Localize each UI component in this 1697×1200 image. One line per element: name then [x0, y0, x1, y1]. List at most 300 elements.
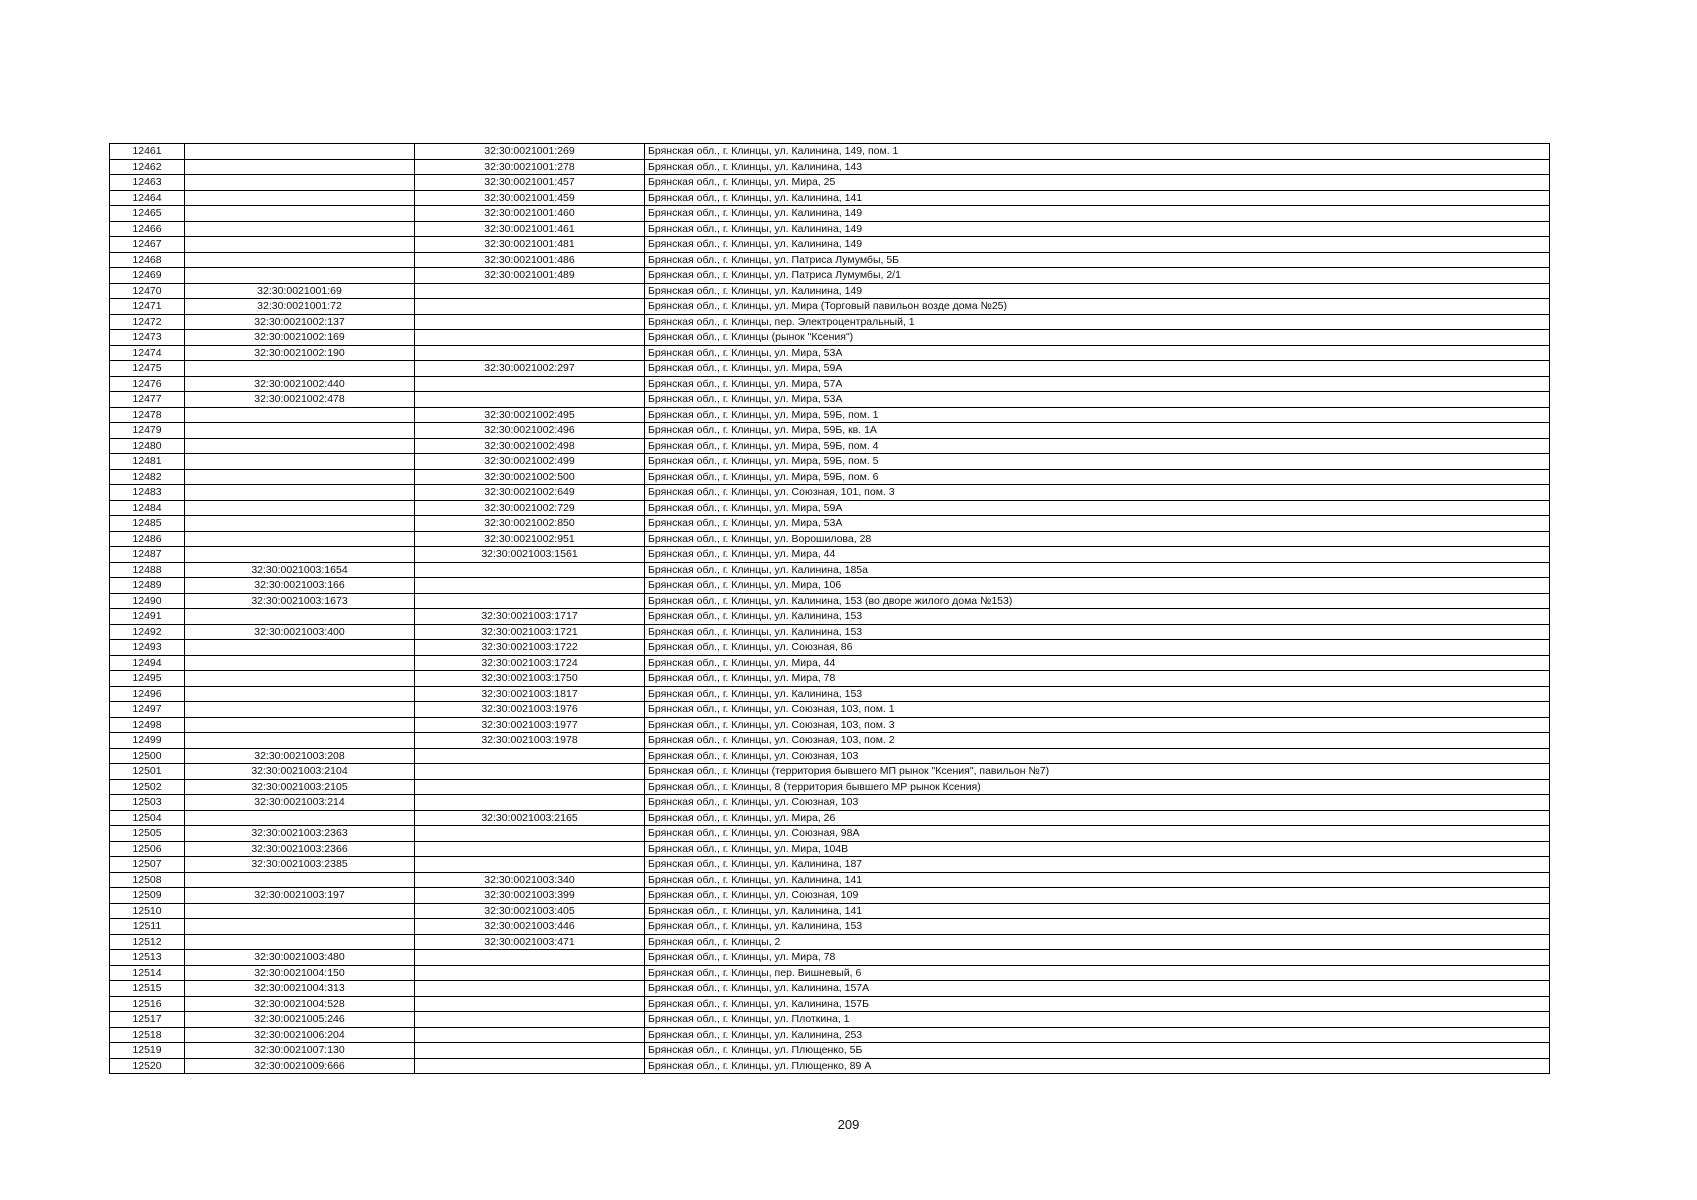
- table-row: [110, 857, 1550, 873]
- page-number: 209: [837, 1117, 860, 1132]
- address-cell: Брянская обл., г. Клинцы, ул. Калинина, 153 (во дворе жилого дома №153): [645, 593, 1550, 609]
- row-number-cell: 12464: [110, 190, 185, 206]
- table-row: [110, 748, 1550, 764]
- object-cadastral-number-cell: [415, 330, 645, 346]
- table-row: [110, 872, 1550, 888]
- object-cadastral-number-cell: 32:30:0021003:1717: [415, 609, 645, 625]
- address-cell: Брянская обл., г. Клинцы, ул. Мира, 59А: [645, 500, 1550, 516]
- table-row: [110, 609, 1550, 625]
- land-cadastral-number-cell: 32:30:0021003:1673: [185, 593, 415, 609]
- table-row: [110, 159, 1550, 175]
- row-number-cell: 12515: [110, 981, 185, 997]
- object-cadastral-number-cell: [415, 562, 645, 578]
- table-row: [110, 624, 1550, 640]
- table-row: [110, 423, 1550, 439]
- land-cadastral-number-cell: 32:30:0021003:2104: [185, 764, 415, 780]
- object-cadastral-number-cell: [415, 1027, 645, 1043]
- row-number-cell: 12497: [110, 702, 185, 718]
- table-row: [110, 903, 1550, 919]
- land-cadastral-number-cell: [185, 221, 415, 237]
- land-cadastral-number-cell: 32:30:0021003:2105: [185, 779, 415, 795]
- table-row: [110, 190, 1550, 206]
- land-cadastral-number-cell: [185, 469, 415, 485]
- table-row: [110, 252, 1550, 268]
- object-cadastral-number-cell: 32:30:0021002:498: [415, 438, 645, 454]
- land-cadastral-number-cell: [185, 702, 415, 718]
- address-cell: Брянская обл., г. Клинцы, ул. Патриса Лумумбы, 5Б: [645, 252, 1550, 268]
- table-row: [110, 485, 1550, 501]
- address-cell: Брянская обл., г. Клинцы, ул. Калинина, 149, пом. 1: [645, 144, 1550, 160]
- land-cadastral-number-cell: 32:30:0021004:528: [185, 996, 415, 1012]
- table-row: [110, 578, 1550, 594]
- address-cell: Брянская обл., г. Клинцы, 8 (территория бывшего МР рынок Ксения): [645, 779, 1550, 795]
- land-cadastral-number-cell: [185, 438, 415, 454]
- address-cell: Брянская обл., г. Клинцы, ул. Мира, 26: [645, 810, 1550, 826]
- object-cadastral-number-cell: 32:30:0021001:457: [415, 175, 645, 191]
- land-cadastral-number-cell: 32:30:0021003:400: [185, 624, 415, 640]
- address-cell: Брянская обл., г. Клинцы, ул. Союзная, 103, пом. 1: [645, 702, 1550, 718]
- object-cadastral-number-cell: 32:30:0021003:1976: [415, 702, 645, 718]
- object-cadastral-number-cell: [415, 1043, 645, 1059]
- table-row: [110, 795, 1550, 811]
- object-cadastral-number-cell: [415, 376, 645, 392]
- address-cell: Брянская обл., г. Клинцы, ул. Калинина, 153: [645, 919, 1550, 935]
- object-cadastral-number-cell: 32:30:0021002:499: [415, 454, 645, 470]
- address-cell: Брянская обл., г. Клинцы, ул. Мира, 57А: [645, 376, 1550, 392]
- land-cadastral-number-cell: 32:30:0021005:246: [185, 1012, 415, 1028]
- table-row: [110, 810, 1550, 826]
- row-number-cell: 12511: [110, 919, 185, 935]
- address-cell: Брянская обл., г. Клинцы, ул. Калинина, 153: [645, 686, 1550, 702]
- land-cadastral-number-cell: [185, 252, 415, 268]
- land-cadastral-number-cell: [185, 903, 415, 919]
- row-number-cell: 12483: [110, 485, 185, 501]
- table-row: [110, 330, 1550, 346]
- row-number-cell: 12495: [110, 671, 185, 687]
- land-cadastral-number-cell: 32:30:0021003:1654: [185, 562, 415, 578]
- object-cadastral-number-cell: 32:30:0021002:495: [415, 407, 645, 423]
- address-cell: Брянская обл., г. Клинцы, ул. Союзная, 86: [645, 640, 1550, 656]
- row-number-cell: 12499: [110, 733, 185, 749]
- address-cell: Брянская обл., г. Клинцы, ул. Союзная, 109: [645, 888, 1550, 904]
- address-cell: Брянская обл., г. Клинцы, ул. Калинина, 141: [645, 190, 1550, 206]
- object-cadastral-number-cell: 32:30:0021001:461: [415, 221, 645, 237]
- address-cell: Брянская обл., г. Клинцы, ул. Мира, 104В: [645, 841, 1550, 857]
- table-row: [110, 392, 1550, 408]
- row-number-cell: 12498: [110, 717, 185, 733]
- land-cadastral-number-cell: [185, 919, 415, 935]
- object-cadastral-number-cell: 32:30:0021001:460: [415, 206, 645, 222]
- table-row: [110, 438, 1550, 454]
- land-cadastral-number-cell: [185, 268, 415, 284]
- row-number-cell: 12492: [110, 624, 185, 640]
- object-cadastral-number-cell: [415, 578, 645, 594]
- table-row: [110, 361, 1550, 377]
- table-row: [110, 500, 1550, 516]
- object-cadastral-number-cell: [415, 299, 645, 315]
- row-number-cell: 12461: [110, 144, 185, 160]
- object-cadastral-number-cell: 32:30:0021002:500: [415, 469, 645, 485]
- address-cell: Брянская обл., г. Клинцы, 2: [645, 934, 1550, 950]
- land-cadastral-number-cell: [185, 733, 415, 749]
- table-row: [110, 221, 1550, 237]
- row-number-cell: 12479: [110, 423, 185, 439]
- land-cadastral-number-cell: [185, 671, 415, 687]
- table-row: [110, 919, 1550, 935]
- address-cell: Брянская обл., г. Клинцы, ул. Мира, 78: [645, 950, 1550, 966]
- address-cell: Брянская обл., г. Клинцы, ул. Калинина, 185а: [645, 562, 1550, 578]
- object-cadastral-number-cell: [415, 345, 645, 361]
- land-cadastral-number-cell: [185, 609, 415, 625]
- table-row: [110, 407, 1550, 423]
- land-cadastral-number-cell: 32:30:0021003:208: [185, 748, 415, 764]
- land-cadastral-number-cell: 32:30:0021001:69: [185, 283, 415, 299]
- object-cadastral-number-cell: 32:30:0021003:1977: [415, 717, 645, 733]
- row-number-cell: 12510: [110, 903, 185, 919]
- land-cadastral-number-cell: 32:30:0021003:480: [185, 950, 415, 966]
- row-number-cell: 12517: [110, 1012, 185, 1028]
- address-cell: Брянская обл., г. Клинцы, ул. Калинина, 153: [645, 624, 1550, 640]
- land-cadastral-number-cell: [185, 934, 415, 950]
- land-cadastral-number-cell: 32:30:0021004:150: [185, 965, 415, 981]
- address-cell: Брянская обл., г. Клинцы, пер. Электроцентральный, 1: [645, 314, 1550, 330]
- object-cadastral-number-cell: 32:30:0021003:446: [415, 919, 645, 935]
- object-cadastral-number-cell: 32:30:0021003:1724: [415, 655, 645, 671]
- address-cell: Брянская обл., г. Клинцы, ул. Калинина, 149: [645, 237, 1550, 253]
- table-row: [110, 469, 1550, 485]
- row-number-cell: 12494: [110, 655, 185, 671]
- land-cadastral-number-cell: 32:30:0021002:478: [185, 392, 415, 408]
- land-cadastral-number-cell: [185, 531, 415, 547]
- land-cadastral-number-cell: [185, 655, 415, 671]
- object-cadastral-number-cell: 32:30:0021002:850: [415, 516, 645, 532]
- row-number-cell: 12471: [110, 299, 185, 315]
- table-row: [110, 206, 1550, 222]
- object-cadastral-number-cell: [415, 392, 645, 408]
- address-cell: Брянская обл., г. Клинцы, ул. Ворошилова, 28: [645, 531, 1550, 547]
- address-cell: Брянская обл., г. Клинцы, ул. Мира, 53А: [645, 516, 1550, 532]
- object-cadastral-number-cell: 32:30:0021001:459: [415, 190, 645, 206]
- address-cell: Брянская обл., г. Клинцы, ул. Патриса Лумумбы, 2/1: [645, 268, 1550, 284]
- row-number-cell: 12500: [110, 748, 185, 764]
- address-cell: Брянская обл., г. Клинцы, ул. Мира, 44: [645, 547, 1550, 563]
- land-cadastral-number-cell: [185, 500, 415, 516]
- address-cell: Брянская обл., г. Клинцы, ул. Плющенко, 5Б: [645, 1043, 1550, 1059]
- address-cell: Брянская обл., г. Клинцы, ул. Мира, 59Б, пом. 5: [645, 454, 1550, 470]
- object-cadastral-number-cell: [415, 593, 645, 609]
- row-number-cell: 12480: [110, 438, 185, 454]
- table-row: [110, 175, 1550, 191]
- row-number-cell: 12505: [110, 826, 185, 842]
- row-number-cell: 12518: [110, 1027, 185, 1043]
- land-cadastral-number-cell: [185, 872, 415, 888]
- land-cadastral-number-cell: 32:30:0021003:2385: [185, 857, 415, 873]
- object-cadastral-number-cell: 32:30:0021002:297: [415, 361, 645, 377]
- land-cadastral-number-cell: [185, 485, 415, 501]
- row-number-cell: 12501: [110, 764, 185, 780]
- address-cell: Брянская обл., г. Клинцы, ул. Союзная, 101, пом. 3: [645, 485, 1550, 501]
- object-cadastral-number-cell: [415, 1012, 645, 1028]
- row-number-cell: 12503: [110, 795, 185, 811]
- table-row: [110, 934, 1550, 950]
- address-cell: Брянская обл., г. Клинцы, ул. Калинина, 187: [645, 857, 1550, 873]
- row-number-cell: 12512: [110, 934, 185, 950]
- table-row: [110, 516, 1550, 532]
- land-cadastral-number-cell: 32:30:0021001:72: [185, 299, 415, 315]
- table-row: [110, 237, 1550, 253]
- land-cadastral-number-cell: 32:30:0021003:2366: [185, 841, 415, 857]
- row-number-cell: 12476: [110, 376, 185, 392]
- address-cell: Брянская обл., г. Клинцы (рынок "Ксения"): [645, 330, 1550, 346]
- row-number-cell: 12474: [110, 345, 185, 361]
- row-number-cell: 12481: [110, 454, 185, 470]
- table-row: [110, 144, 1550, 160]
- address-cell: Брянская обл., г. Клинцы, ул. Мира, 59А: [645, 361, 1550, 377]
- object-cadastral-number-cell: [415, 950, 645, 966]
- address-cell: Брянская обл., г. Клинцы, ул. Союзная, 103, пом. 2: [645, 733, 1550, 749]
- table-row: [110, 686, 1550, 702]
- land-cadastral-number-cell: [185, 361, 415, 377]
- row-number-cell: 12486: [110, 531, 185, 547]
- land-cadastral-number-cell: 32:30:0021002:169: [185, 330, 415, 346]
- table-row: [110, 1058, 1550, 1074]
- address-cell: Брянская обл., г. Клинцы, ул. Калинина, 157А: [645, 981, 1550, 997]
- table-row: [110, 1043, 1550, 1059]
- address-cell: Брянская обл., г. Клинцы, ул. Мира, 59Б, пом. 4: [645, 438, 1550, 454]
- address-cell: Брянская обл., г. Клинцы (территория бывшего МП рынок "Ксения", павильон №7): [645, 764, 1550, 780]
- land-cadastral-number-cell: 32:30:0021007:130: [185, 1043, 415, 1059]
- land-cadastral-number-cell: [185, 190, 415, 206]
- row-number-cell: 12514: [110, 965, 185, 981]
- object-cadastral-number-cell: 32:30:0021001:481: [415, 237, 645, 253]
- table-row: [110, 981, 1550, 997]
- table-row: [110, 841, 1550, 857]
- address-cell: Брянская обл., г. Клинцы, ул. Мира, 53А: [645, 392, 1550, 408]
- object-cadastral-number-cell: 32:30:0021003:2165: [415, 810, 645, 826]
- object-cadastral-number-cell: 32:30:0021003:340: [415, 872, 645, 888]
- row-number-cell: 12467: [110, 237, 185, 253]
- land-cadastral-number-cell: [185, 144, 415, 160]
- land-cadastral-number-cell: 32:30:0021003:2363: [185, 826, 415, 842]
- table-row: [110, 950, 1550, 966]
- land-cadastral-number-cell: [185, 516, 415, 532]
- address-cell: Брянская обл., г. Клинцы, ул. Мира (Торговый павильон возде дома №25): [645, 299, 1550, 315]
- object-cadastral-number-cell: 32:30:0021002:729: [415, 500, 645, 516]
- object-cadastral-number-cell: [415, 841, 645, 857]
- row-number-cell: 12513: [110, 950, 185, 966]
- object-cadastral-number-cell: 32:30:0021001:269: [415, 144, 645, 160]
- address-cell: Брянская обл., г. Клинцы, ул. Калинина, 157Б: [645, 996, 1550, 1012]
- row-number-cell: 12488: [110, 562, 185, 578]
- registry-table: [109, 143, 1550, 1074]
- object-cadastral-number-cell: [415, 1058, 645, 1074]
- table-row: [110, 965, 1550, 981]
- row-number-cell: 12519: [110, 1043, 185, 1059]
- land-cadastral-number-cell: 32:30:0021002:440: [185, 376, 415, 392]
- table-row: [110, 640, 1550, 656]
- land-cadastral-number-cell: [185, 686, 415, 702]
- row-number-cell: 12491: [110, 609, 185, 625]
- address-cell: Брянская обл., г. Клинцы, ул. Мира, 44: [645, 655, 1550, 671]
- address-cell: Брянская обл., г. Клинцы, пер. Вишневый, 6: [645, 965, 1550, 981]
- land-cadastral-number-cell: [185, 640, 415, 656]
- land-cadastral-number-cell: 32:30:0021003:197: [185, 888, 415, 904]
- row-number-cell: 12482: [110, 469, 185, 485]
- object-cadastral-number-cell: 32:30:0021001:486: [415, 252, 645, 268]
- land-cadastral-number-cell: 32:30:0021004:313: [185, 981, 415, 997]
- address-cell: Брянская обл., г. Клинцы, ул. Плющенко, 89 А: [645, 1058, 1550, 1074]
- object-cadastral-number-cell: [415, 748, 645, 764]
- table-row: [110, 314, 1550, 330]
- row-number-cell: 12516: [110, 996, 185, 1012]
- table-row: [110, 454, 1550, 470]
- row-number-cell: 12470: [110, 283, 185, 299]
- address-cell: Брянская обл., г. Клинцы, ул. Мира, 25: [645, 175, 1550, 191]
- table-row: [110, 268, 1550, 284]
- object-cadastral-number-cell: 32:30:0021002:496: [415, 423, 645, 439]
- object-cadastral-number-cell: [415, 826, 645, 842]
- land-cadastral-number-cell: [185, 237, 415, 253]
- address-cell: Брянская обл., г. Клинцы, ул. Союзная, 103, пом. 3: [645, 717, 1550, 733]
- row-number-cell: 12463: [110, 175, 185, 191]
- row-number-cell: 12472: [110, 314, 185, 330]
- table-row: [110, 547, 1550, 563]
- registry-body: [110, 144, 1550, 1074]
- object-cadastral-number-cell: 32:30:0021003:1817: [415, 686, 645, 702]
- object-cadastral-number-cell: 32:30:0021003:1721: [415, 624, 645, 640]
- object-cadastral-number-cell: [415, 779, 645, 795]
- object-cadastral-number-cell: 32:30:0021001:278: [415, 159, 645, 175]
- table-row: [110, 655, 1550, 671]
- land-cadastral-number-cell: [185, 810, 415, 826]
- object-cadastral-number-cell: [415, 965, 645, 981]
- object-cadastral-number-cell: [415, 283, 645, 299]
- table-row: [110, 826, 1550, 842]
- land-cadastral-number-cell: [185, 206, 415, 222]
- address-cell: Брянская обл., г. Клинцы, ул. Мира, 59Б, кв. 1А: [645, 423, 1550, 439]
- address-cell: Брянская обл., г. Клинцы, ул. Калинина, 141: [645, 872, 1550, 888]
- land-cadastral-number-cell: [185, 717, 415, 733]
- table-row: [110, 562, 1550, 578]
- object-cadastral-number-cell: 32:30:0021002:951: [415, 531, 645, 547]
- land-cadastral-number-cell: [185, 159, 415, 175]
- row-number-cell: 12469: [110, 268, 185, 284]
- table-row: [110, 764, 1550, 780]
- object-cadastral-number-cell: 32:30:0021001:489: [415, 268, 645, 284]
- row-number-cell: 12484: [110, 500, 185, 516]
- object-cadastral-number-cell: 32:30:0021003:405: [415, 903, 645, 919]
- row-number-cell: 12520: [110, 1058, 185, 1074]
- table-row: [110, 671, 1550, 687]
- address-cell: Брянская обл., г. Клинцы, ул. Союзная, 103: [645, 748, 1550, 764]
- land-cadastral-number-cell: 32:30:0021003:214: [185, 795, 415, 811]
- row-number-cell: 12465: [110, 206, 185, 222]
- table-row: [110, 345, 1550, 361]
- address-cell: Брянская обл., г. Клинцы, ул. Мира, 59Б, пом. 1: [645, 407, 1550, 423]
- row-number-cell: 12509: [110, 888, 185, 904]
- row-number-cell: 12493: [110, 640, 185, 656]
- table-row: [110, 376, 1550, 392]
- object-cadastral-number-cell: 32:30:0021003:399: [415, 888, 645, 904]
- row-number-cell: 12468: [110, 252, 185, 268]
- land-cadastral-number-cell: 32:30:0021009:666: [185, 1058, 415, 1074]
- row-number-cell: 12466: [110, 221, 185, 237]
- row-number-cell: 12496: [110, 686, 185, 702]
- land-cadastral-number-cell: [185, 175, 415, 191]
- row-number-cell: 12485: [110, 516, 185, 532]
- row-number-cell: 12478: [110, 407, 185, 423]
- object-cadastral-number-cell: [415, 764, 645, 780]
- table-row: [110, 779, 1550, 795]
- land-cadastral-number-cell: 32:30:0021002:190: [185, 345, 415, 361]
- row-number-cell: 12473: [110, 330, 185, 346]
- row-number-cell: 12477: [110, 392, 185, 408]
- table-row: [110, 299, 1550, 315]
- row-number-cell: 12487: [110, 547, 185, 563]
- row-number-cell: 12490: [110, 593, 185, 609]
- object-cadastral-number-cell: [415, 981, 645, 997]
- address-cell: Брянская обл., г. Клинцы, ул. Плоткина, 1: [645, 1012, 1550, 1028]
- land-cadastral-number-cell: [185, 454, 415, 470]
- object-cadastral-number-cell: [415, 795, 645, 811]
- object-cadastral-number-cell: 32:30:0021003:1978: [415, 733, 645, 749]
- row-number-cell: 12508: [110, 872, 185, 888]
- address-cell: Брянская обл., г. Клинцы, ул. Калинина, 149: [645, 206, 1550, 222]
- row-number-cell: 12475: [110, 361, 185, 377]
- object-cadastral-number-cell: [415, 314, 645, 330]
- address-cell: Брянская обл., г. Клинцы, ул. Союзная, 98А: [645, 826, 1550, 842]
- object-cadastral-number-cell: 32:30:0021003:471: [415, 934, 645, 950]
- address-cell: Брянская обл., г. Клинцы, ул. Калинина, 149: [645, 283, 1550, 299]
- address-cell: Брянская обл., г. Клинцы, ул. Мира, 59Б, пом. 6: [645, 469, 1550, 485]
- table-row: [110, 717, 1550, 733]
- address-cell: Брянская обл., г. Клинцы, ул. Калинина, 149: [645, 221, 1550, 237]
- object-cadastral-number-cell: 32:30:0021003:1722: [415, 640, 645, 656]
- address-cell: Брянская обл., г. Клинцы, ул. Мира, 53А: [645, 345, 1550, 361]
- object-cadastral-number-cell: 32:30:0021003:1750: [415, 671, 645, 687]
- address-cell: Брянская обл., г. Клинцы, ул. Калинина, 141: [645, 903, 1550, 919]
- address-cell: Брянская обл., г. Клинцы, ул. Калинина, 153: [645, 609, 1550, 625]
- table-row: [110, 531, 1550, 547]
- table-row: [110, 733, 1550, 749]
- land-cadastral-number-cell: [185, 547, 415, 563]
- object-cadastral-number-cell: [415, 996, 645, 1012]
- land-cadastral-number-cell: 32:30:0021006:204: [185, 1027, 415, 1043]
- row-number-cell: 12504: [110, 810, 185, 826]
- table-row: [110, 593, 1550, 609]
- land-cadastral-number-cell: 32:30:0021003:166: [185, 578, 415, 594]
- table-row: [110, 996, 1550, 1012]
- row-number-cell: 12489: [110, 578, 185, 594]
- table-row: [110, 283, 1550, 299]
- row-number-cell: 12507: [110, 857, 185, 873]
- row-number-cell: 12506: [110, 841, 185, 857]
- land-cadastral-number-cell: 32:30:0021002:137: [185, 314, 415, 330]
- address-cell: Брянская обл., г. Клинцы, ул. Мира, 78: [645, 671, 1550, 687]
- table-row: [110, 1012, 1550, 1028]
- table-row: [110, 1027, 1550, 1043]
- object-cadastral-number-cell: 32:30:0021002:649: [415, 485, 645, 501]
- table-row: [110, 888, 1550, 904]
- land-cadastral-number-cell: [185, 423, 415, 439]
- address-cell: Брянская обл., г. Клинцы, ул. Мира, 106: [645, 578, 1550, 594]
- row-number-cell: 12462: [110, 159, 185, 175]
- row-number-cell: 12502: [110, 779, 185, 795]
- address-cell: Брянская обл., г. Клинцы, ул. Союзная, 103: [645, 795, 1550, 811]
- address-cell: Брянская обл., г. Клинцы, ул. Калинина, 253: [645, 1027, 1550, 1043]
- land-cadastral-number-cell: [185, 407, 415, 423]
- address-cell: Брянская обл., г. Клинцы, ул. Калинина, 143: [645, 159, 1550, 175]
